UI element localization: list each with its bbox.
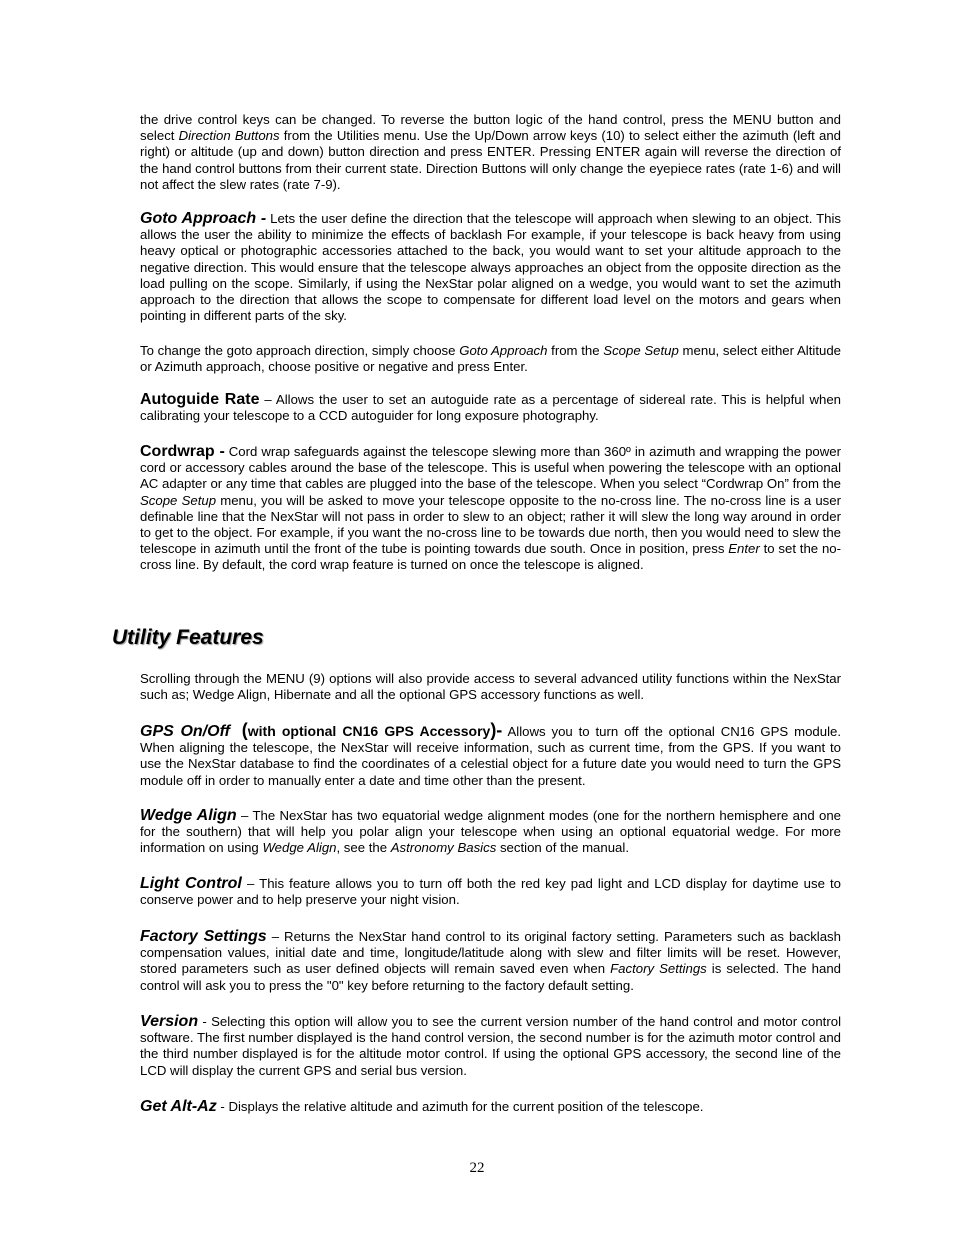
text-run: – This feature allows you to turn off both the red key pad light and LCD display for daytime use to conserve power and to help preserve your night vision. (140, 876, 841, 908)
text-run: menu, you will be asked to move your telescope opposite to the no-cross line. The no-cross line is a user definable line that the NexStar will not pass in order to slew to an object; rather it will slew the long way around in order to get to the object. For example, if you want the no-cross line to be towards due north, then you would need to slew the telescope in azimuth until the front of the tube is pointing towards due south. Once in position, press (140, 492, 841, 557)
heading-cordwrap: Cordwrap - (140, 443, 225, 460)
paragraph-autoguide-rate (140, 392, 841, 424)
paragraph-light-control (140, 876, 841, 908)
section-title: Utility Features (112, 626, 264, 649)
text-run: – Allows the user to set an autoguide rate as a percentage of sidereal rate. This is helpful when calibrating your telescope to a CCD autoguider for long exposure photography. (140, 392, 842, 424)
emphasis-goto-approach: Goto Approach (459, 343, 548, 358)
text-run: to set the no-cross line. By default, the cord wrap feature is turned on once the telescope is aligned. (140, 541, 841, 573)
heading-light-control: Light Control (140, 875, 242, 892)
text-run: - Selecting this option will allow you to see the current version number of the hand control and motor control software. The first number displayed is the hand control version, the second number is for the azimuth motor control and the third number displayed is for the altitude motor control. If using the optional GPS accessory, the second line of the LCD will display the current GPS and serial bus version. (140, 1014, 841, 1078)
text-run: - Displays the relative altitude and azimuth for the current position of the telescope. (216, 1099, 704, 1114)
text-run: menu, select either Altitude or Azimuth approach, choose positive or negative and press Enter. (140, 343, 841, 375)
paragraph-factory-settings (140, 929, 841, 994)
paragraph-wedge-align (140, 808, 841, 857)
emphasis-scope-setup: Scope Setup (140, 492, 217, 508)
text-run: Cord wrap safeguards against the telescope slewing more than 360º in azimuth and wrapping the power cord or accessory cables around the base of the telescope. This is useful when powering the telescope with an optional AC adapter or any time that cables are plugged into the base of the telescope. When you select “Cordwrap On” from the (140, 444, 841, 492)
heading-wedge-align: Wedge Align (140, 807, 237, 824)
heading-get-alt-az: Get Alt-Az (140, 1098, 217, 1115)
paragraph-version (140, 1014, 841, 1079)
emphasis-wedge-align: Wedge Align (262, 840, 337, 856)
emphasis-factory-settings: Factory Settings (610, 961, 707, 977)
text-run: – Returns the NexStar hand control to its original factory setting. Parameters such as backlash compensation values, initial date and time, longitude/latitude along with slew and filter limits will be reset. However, stored parameters such as user defined objects will remain saved even when (140, 929, 841, 977)
page-number: 22 (469, 1160, 485, 1176)
paragraph-cordwrap (140, 444, 841, 574)
heading-goto-approach: Goto Approach - (140, 210, 267, 227)
text-run: To change the goto approach direction, simply choose (140, 343, 460, 358)
heading-factory-settings: Factory Settings (140, 928, 267, 945)
heading-gps-on-off: GPS On/Off (140, 723, 230, 740)
paren-close: )- (490, 720, 503, 740)
heading-autoguide-rate: Autoguide Rate (140, 391, 260, 408)
paragraph-utility-intro: Scrolling through the MENU (9) options will also provide access to several advanced utility functions within the NexStar such as; Wedge Align, Hibernate and all the optional GPS accessory functions as well. (140, 671, 841, 703)
text-run: Allows you to turn off the optional CN16 GPS module. When aligning the telescope, the NexStar will receive information, such as current time, from the GPS. If you want to use the NexStar database to find the coordinates of a celestial object for a future date you would need to turn the GPS module off in order to manually enter a date and time other than the present. (140, 724, 842, 788)
emphasis-direction-buttons: Direction Buttons (178, 128, 280, 144)
text-run: the drive control keys can be changed. To reverse the button logic of the hand control, press the MENU button and select (140, 112, 841, 144)
text-run: is selected. The hand control will ask you to press the "0" key before returning to the factory default setting. (140, 961, 842, 993)
paren-open: ( (241, 720, 248, 740)
paragraph-goto-approach (140, 211, 841, 324)
emphasis-astronomy-basics: Astronomy Basics (390, 840, 497, 856)
paragraph-get-alt-az (140, 1099, 841, 1115)
text-run: from the (547, 343, 604, 358)
paragraph-direction-buttons (140, 112, 841, 193)
heading-gps-accessory: with optional CN16 GPS Accessory (247, 723, 491, 739)
paragraph-gps-on-off (140, 722, 841, 789)
emphasis-enter: Enter (728, 541, 760, 557)
paragraph-goto-change (140, 343, 841, 375)
text-run: – The NexStar has two equatorial wedge alignment modes (one for the northern hemisphere and one for the southern) that will help you polar align your telescope when using an optional equatorial wedge. For more information on using (140, 808, 842, 856)
text-run: , see the (336, 840, 391, 856)
text-run: section of the manual. (496, 840, 629, 856)
text-run: from the Utilities menu. Use the Up/Down arrow keys (10) to select either the azimuth (left and right) or altitude (up and down) button direction and press ENTER. Pressing ENTER again will reverse the direction of the hand control buttons from their current state. Direction Buttons will only change the eyepiece rates (rate 1-6) and will not affect the slew rates (rate 7-9). (140, 128, 841, 192)
emphasis-scope-setup: Scope Setup (603, 343, 679, 358)
heading-version: Version (140, 1013, 199, 1030)
text-run: Lets the user define the direction that the telescope will approach when slewing to an object. This allows the user the ability to minimize the effects of backlash For example, if your telescope is back heavy from using heavy optical or photographic accessories attached to the back, you would want to set your altitude approach to the negative direction. This would ensure that the telescope always approaches an object from the opposite direction as the load pulling on the scope. Similarly, if using the NexStar polar aligned on a wedge, you would want to set the azimuth approach to the direction that allows the scope to compensate for different load level on the motors and gears when pointing in different parts of the sky. (140, 211, 841, 324)
